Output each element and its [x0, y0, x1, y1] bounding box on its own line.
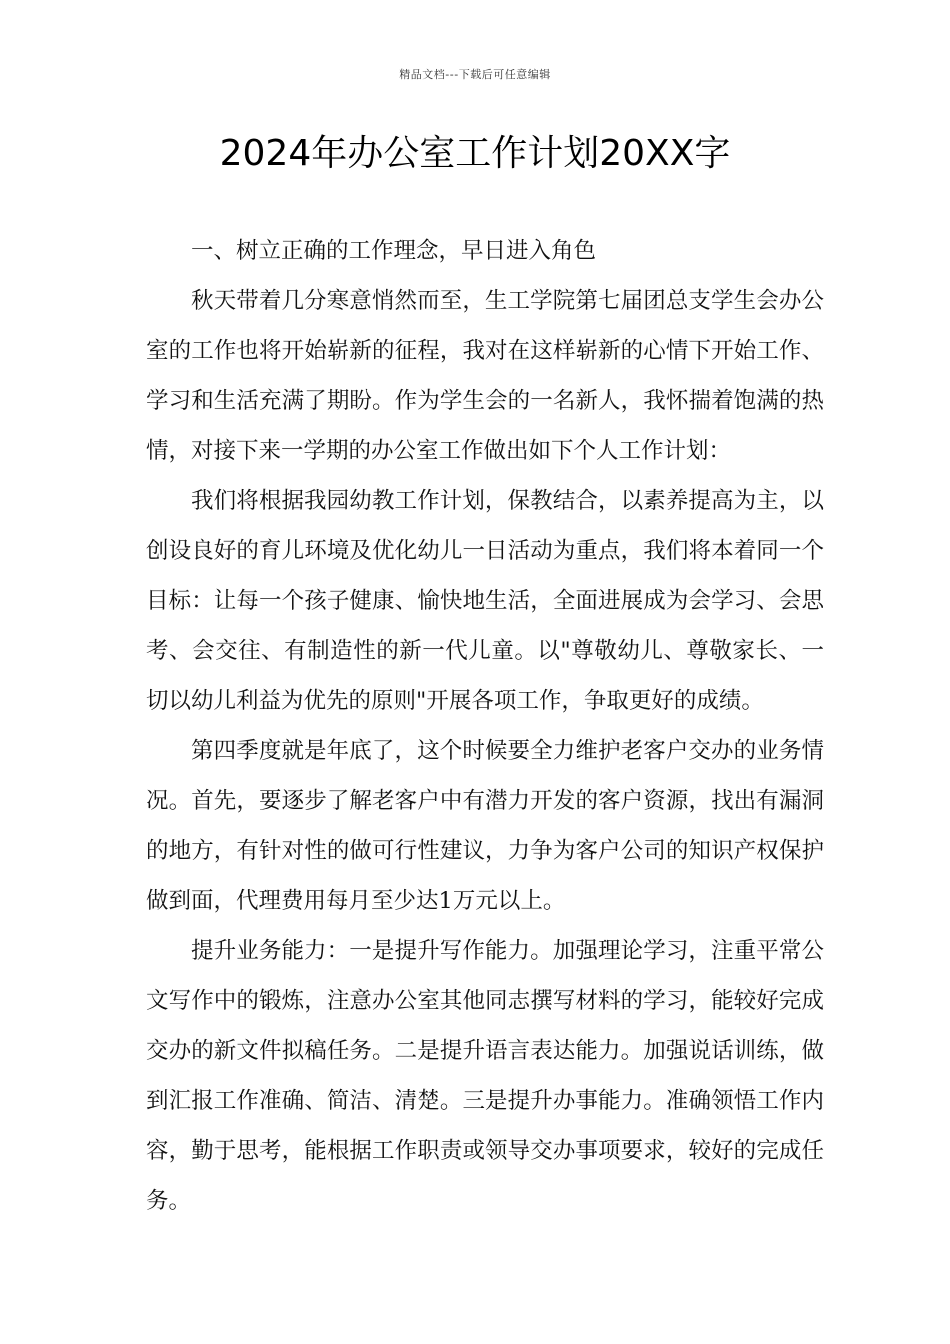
section-heading: 一、树立正确的工作理念，早日进入角色 [191, 238, 597, 264]
paragraph: 我们将根据我园幼教工作计划，保教结合，以素养提高为主，以创设良好的育儿环境及优化幼儿一日活动为重点，我们将本着同一个目标：让每一个孩子健康、愉快地生活，全面进展成为会学习、会思考、会交往、有制造性的新一代儿童。以"尊敬幼儿、尊敬家长、一切以幼儿利益为优先的原则"开展各项工作，争取更好的成绩。 [146, 488, 824, 714]
document-title: 2024年办公室工作计划20XX字 [219, 133, 731, 174]
paragraph: 提升业务能力：一是提升写作能力。加强理论学习，注重平常公文写作中的锻炼，注意办公室其他同志撰写材料的学习，能较好完成交办的新文件拟稿任务。二是提升语言表达能力。加强说话训练，做到汇报工作准确、简洁、清楚。三是提升办事能力。准确领悟工作内容，勤于思考，能根据工作职责或领导交办事项要求，较好的完成任务。 [146, 938, 824, 1214]
document-body [146, 226, 824, 1226]
paragraph: 秋天带着几分寒意悄然而至，生工学院第七届团总支学生会办公室的工作也将开始崭新的征程，我对在这样崭新的心情下开始工作、学习和生活充满了期盼。作为学生会的一名新人，我怀揣着饱满的热情，对接下来一学期的办公室工作做出如下个人工作计划： [146, 288, 824, 464]
paragraph: 第四季度就是年底了，这个时候要全力维护老客户交办的业务情况。首先，要逐步了解老客户中有潜力开发的客户资源，找出有漏洞的地方，有针对性的做可行性建议，力争为客户公司的知识产权保护做到面，代理费用每月至少达1万元以上。 [146, 738, 824, 914]
page-header: 精品文档---下载后可任意编辑 [399, 68, 551, 81]
